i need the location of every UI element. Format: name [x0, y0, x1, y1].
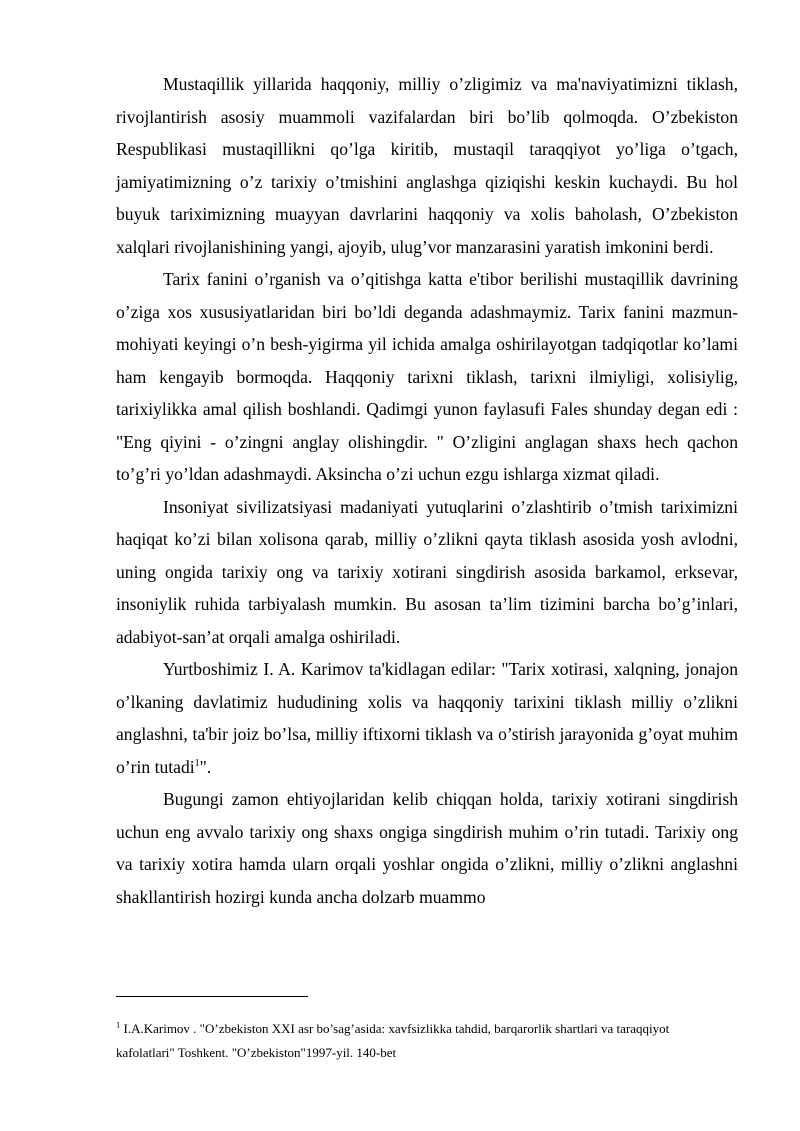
footnote-text-1: I.A.Karimov . "O’zbekiston XXI asr bo’sag’asida: xavfsizlikka tahdid, barqarorlik shartlari va taraqqiyot [120, 1021, 670, 1036]
footnote-text-2: kafolatlari" Toshkent. "O’zbekiston"1997-yil. 140-bet [116, 1045, 397, 1060]
footnote-reference[interactable]: 1 [194, 757, 200, 769]
main-text [116, 68, 738, 913]
paragraph-civilization: Insoniyat sivilizatsiyasi madaniyati yutuqlarini o’zlashtirib o’tmish tariximizni haqiqat ko’zi bilan xolisona qarab, milliy o’zlikni qayta tiklash asosida yosh avlodni, uning ongida tarixiy ong va tarixiy xotirani singdirish asosida barkamol, erksevar, insoniylik ruhida tarbiyalash mumkin. Bu asosan ta’lim tizimini barcha bo’g’inlari, adabiyot-san’at orqali amalga oshiriladi. [116, 496, 738, 647]
paragraph-history-study: Tarix fanini o’rganish va o’qitishga katta e'tibor berilishi mustaqillik davrining o’ziga xos xususiyatlaridan biri bo’ldi deganda adashmaymiz. Tarix fanini mazmun-mohiyati keyingi o’n besh-yigirma yil ichida amalga oshirilayotgan tadqiqotlar ko’lami ham kengayib bormoqda. Haqqoniy tarixni tiklash, tarixni ilmiyligi, xolisiylig, tarixiylikka amal qilish boshlandi. Qadimgi yunon faylasufi Fales shunday degan edi : "Eng qiyini - o’zingni anglay olishingdir. " O’zligini anglagan shaxs hech qachon to’g’ri yo’ldan adashmaydi. Aksincha o’zi uchun ezgu ishlarga xizmat qiladi. [116, 269, 738, 484]
footnote-separator [116, 996, 308, 997]
paragraph-karimov-quote [116, 653, 738, 783]
quote-closing: ". [199, 756, 212, 777]
paragraph-independence: Mustaqillik yillarida haqqoniy, milliy o’zligimiz va ma'naviyatimizni tiklash, rivojlantirish asosiy muammoli vazifalardan biri bo’lib qolmoqda. O’zbekiston Respublikasi mustaqillikni qo’lga kiritib, mustaqil taraqqiyot yo’liga o’tgach, jamiyatimizning o’z tarixiy o’tmishini anglashga qiziqishi keskin kuchaydi. Bu hol buyuk tariximizning muayyan davrlarini haqqoniy va xolis baholash, O’zbekiston xalqlari rivojlanishining yangi, ajoyib, ulug’vor manzarasini yaratish imkonini berdi. [116, 74, 738, 257]
paragraph-modern-needs: Bugungi zamon ehtiyojlaridan kelib chiqqan holda, tarixiy xotirani singdirish uchun eng avvalo tarixiy ong shaxs ongiga singdirish muhim o’rin tutadi. Tarixiy ong va tarixiy xotira hamda ularn orqali yoshlar ongida o’zlikni, milliy o’zlikni anglashni shakllantirish hozirgi kunda ancha dolzarb muammo [116, 789, 738, 907]
footnote-number: 1 [116, 1019, 121, 1030]
footnote [116, 1017, 738, 1065]
quote-text: Yurtboshimiz I. A. Karimov ta'kidlagan edilar: "Tarix xotirasi, xalqning, jonajon o’lkaning davlatimiz hududining xolis va haqqoniy tarixini tiklash milliy o’zlikni anglashni, ta'bir joiz bo’lsa, milliy iftixorni tiklash va o’stirish jarayonida g’oyat muhim o’rin tutadi [116, 659, 738, 777]
footnote-line-1 [116, 1017, 738, 1041]
